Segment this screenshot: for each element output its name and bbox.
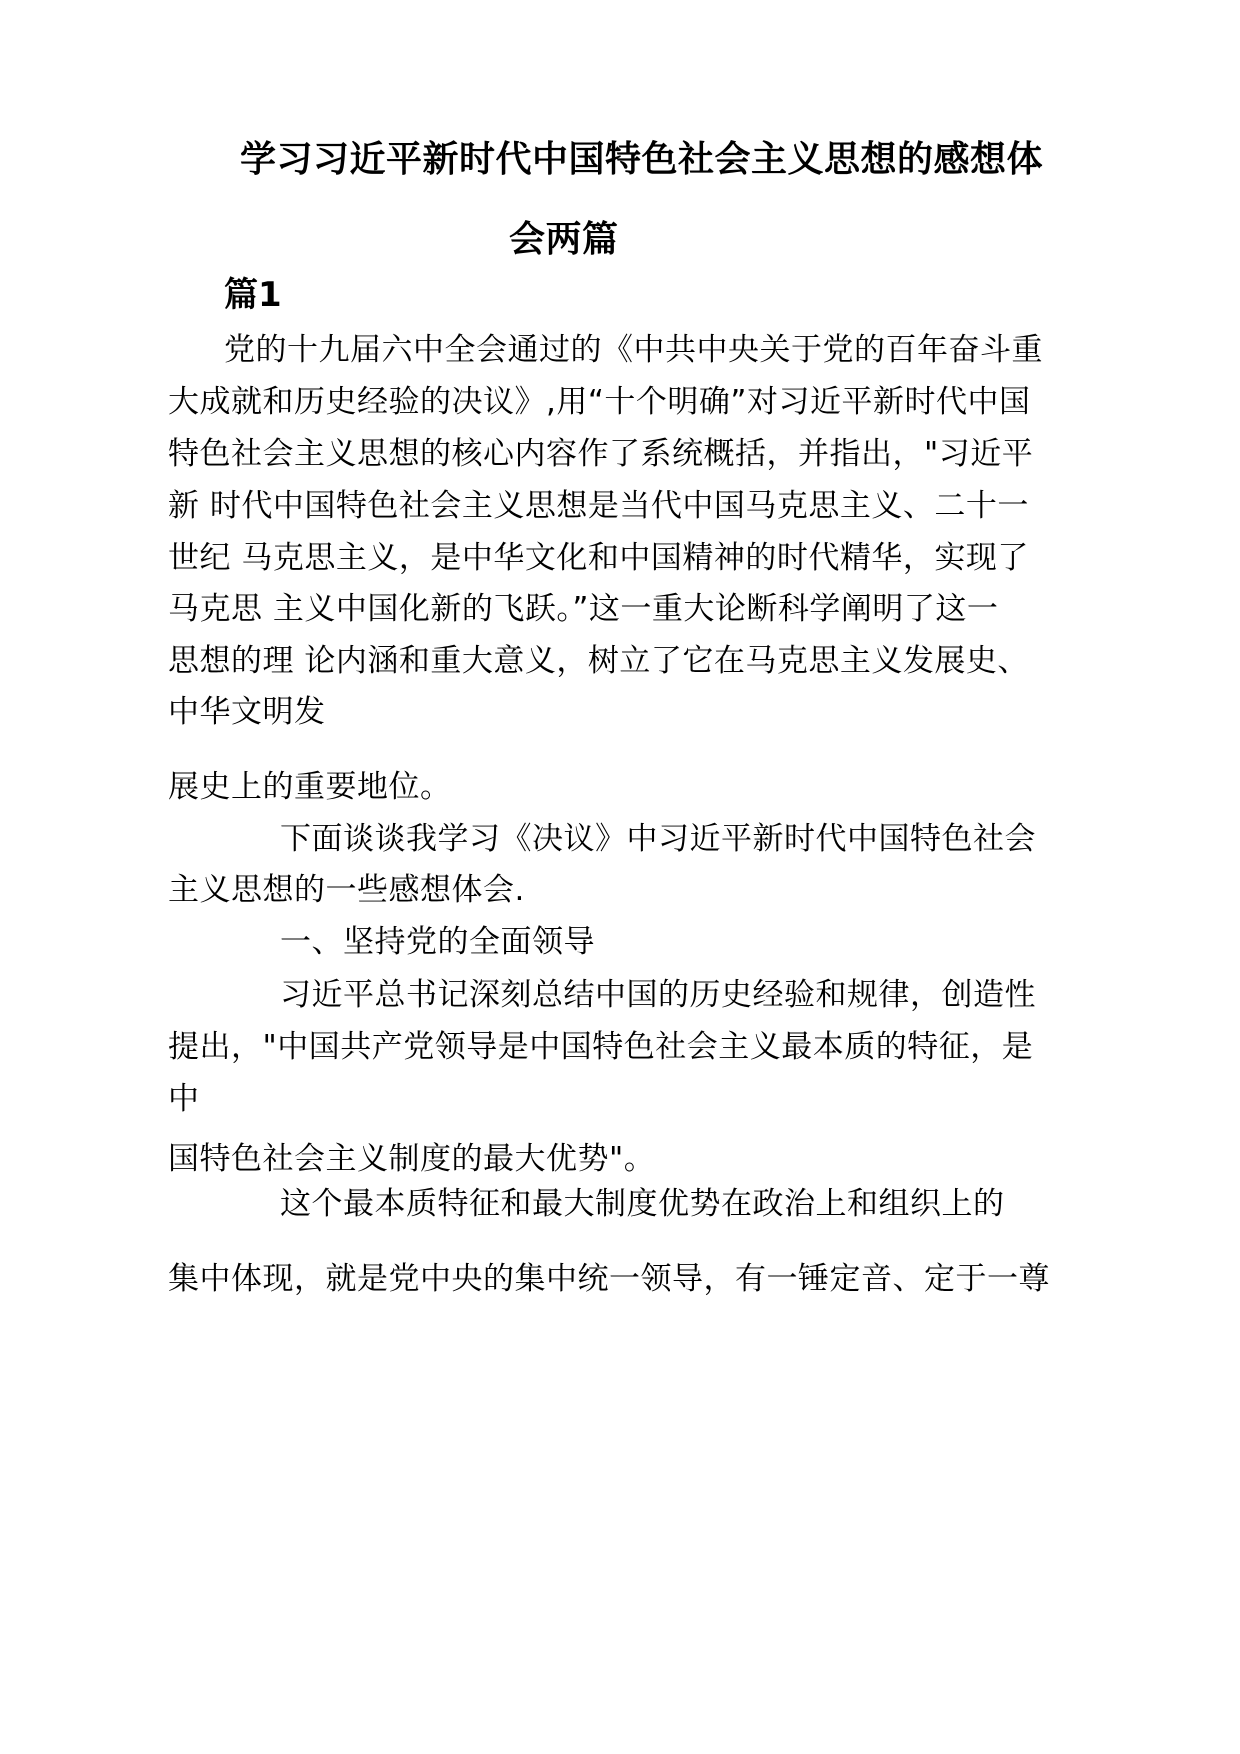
body-line-5: 世纪 马克思主义，是中华文化和中国精神的时代精华，实现了 [168, 540, 1029, 576]
document-title-line-1: 学习习近平新时代中国特色社会主义思想的感想体 [240, 139, 1044, 180]
subheading-line: 一、坚持党的全面领导 [280, 924, 595, 960]
body-line-7: 思想的理 论内涵和重大意义，树立了它在马克思主义发展史、 [168, 643, 1029, 679]
body-line-15: 国特色社会主义制度的最大优势"。 [168, 1141, 656, 1177]
body-line-2: 大成就和历史经验的决议》,用“十个明确”对习近平新时代中国 [168, 384, 1031, 420]
body-line-14: 中 [168, 1081, 200, 1117]
body-line-3: 特色社会主义思想的核心内容作了系统概括，并指出，"习近平 [168, 436, 1034, 472]
body-line-12: 习近平总书记深刻总结中国的历史经验和规律，创造性 [280, 977, 1036, 1013]
body-line-6: 马克思 主义中国化新的飞跃。”这一重大论断科学阐明了这一 [168, 591, 999, 627]
body-line-11: 主义思想的一些感想体会. [168, 872, 525, 908]
body-line-9: 展史上的重要地位。 [168, 769, 452, 805]
body-line-1: 党的十九届六中全会通过的《中共中央关于党的百年奋斗重 [224, 332, 1043, 368]
body-line-10: 下面谈谈我学习《决议》中习近平新时代中国特色社会 [280, 821, 1036, 857]
body-line-17: 集中体现，就是党中央的集中统一领导，有一锤定音、定于一尊 [168, 1261, 1050, 1297]
body-line-16: 这个最本质特征和最大制度优势在政治上和组织上的 [280, 1186, 1005, 1222]
body-line-13: 提出，"中国共产党领导是中国特色社会主义最本质的特征，是 [168, 1029, 1034, 1065]
document-title-line-2: 会两篇 [509, 219, 619, 260]
section-heading: 篇1 [224, 275, 282, 315]
body-line-8: 中华文明发 [168, 694, 326, 730]
body-line-4: 新 时代中国特色社会主义思想是当代中国马克思主义、二十一 [168, 488, 1029, 524]
